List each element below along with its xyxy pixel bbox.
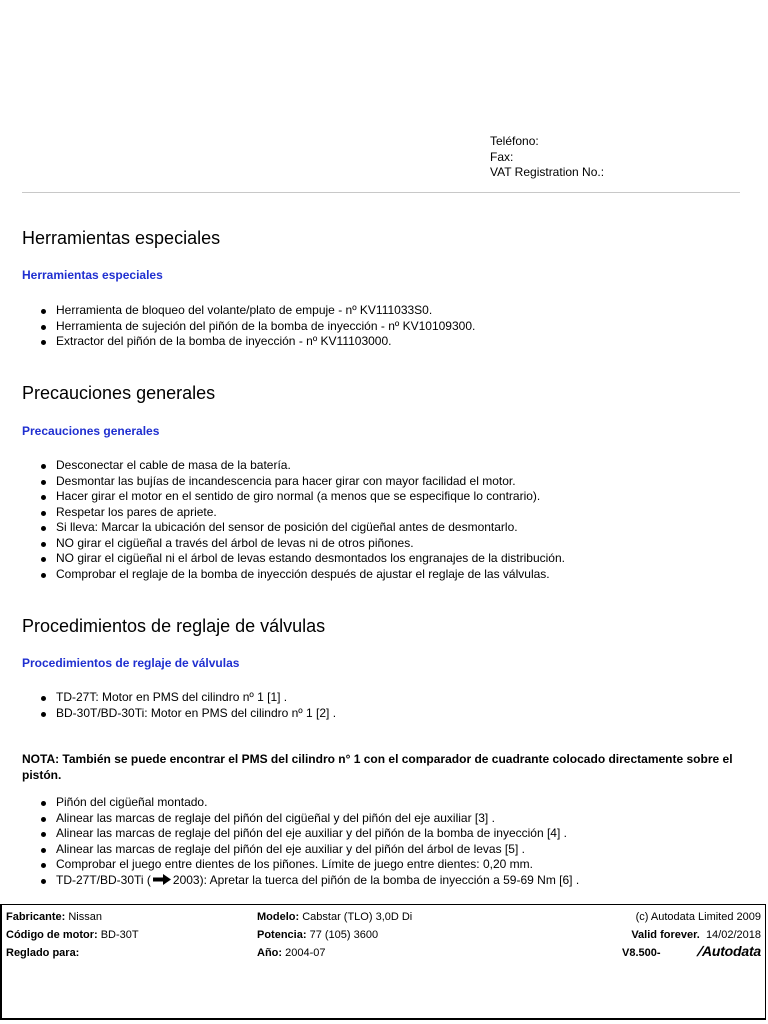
section-subheading: Precauciones generales [22,424,160,438]
list-item: Extractor del piñón de la bomba de inyección - nº KV11103000. [22,334,475,350]
section-heading: Precauciones generales [22,383,216,403]
list-item: Herramienta de sujeción del piñón de la bomba de inyección - nº KV10109300. [22,319,475,335]
codigo-row [6,929,139,942]
modelo-row [257,911,412,924]
codigo-value: BD-30T [97,929,139,941]
procedure-steps-list [22,795,579,888]
potencia-row [257,929,378,942]
note-text: NOTA: También se puede encontrar el PMS del cilindro n° 1 con el comparador de cuadrante colocado directamente sobre el pistón. [22,752,733,782]
vat-label: VAT Registration No.: [490,165,605,179]
contact-block [490,134,604,181]
section-heading: Procedimientos de reglaje de válvulas [22,616,326,636]
modelo-value: Cabstar (TLO) 3,0D Di [299,911,413,923]
ano-value: 2004-07 [282,947,326,959]
list-item: NO girar el cigüeñal a través del árbol de levas ni de otros piñones. [22,536,565,552]
list-item: TD-27T: Motor en PMS del cilindro nº 1 [1] . [22,690,336,706]
item-suffix: 2003): Apretar la tuerca del piñón de la bomba de inyección a 59-69 Nm [6] . [172,872,580,887]
phone-label: Teléfono: [490,134,539,148]
logo-slash-icon: / [696,943,705,959]
autodata-logo [698,945,761,958]
logo-text: Autodata [701,943,761,959]
ano-row [257,947,325,960]
section-subheading: Herramientas especiales [22,268,163,282]
list-item: Desmontar las bujías de incandescencia para hacer girar con mayor facilidad el motor. [22,474,565,490]
list-item: Alinear las marcas de reglaje del piñón del cigüeñal y del piñón del eje auxiliar [3] . [22,811,579,827]
fax-label: Fax: [490,149,514,164]
potencia-label: Potencia: [257,929,307,941]
potencia-value: 77 (105) 3600 [306,929,379,941]
list-item: Desconectar el cable de masa de la batería. [22,458,565,474]
tool-list [22,303,475,350]
list-item [22,873,579,889]
copyright-text: (c) Autodata Limited 2009 [635,911,761,923]
list-item: Piñón del cigüeñal montado. [22,795,579,811]
ano-label: Año: [257,947,283,959]
version-text: V8.500- [622,947,661,959]
valid-date: 14/02/2018 [705,929,761,941]
fabricante-value: Nissan [65,911,102,923]
precautions-list [22,458,565,582]
list-item: BD-30T/BD-30Ti: Motor en PMS del cilindro nº 1 [2] . [22,706,336,722]
section-heading: Herramientas especiales [22,228,221,248]
fabricante-row [6,911,102,924]
list-item: Hacer girar el motor en el sentido de giro normal (a menos que se especifique lo contrario). [22,489,565,505]
list-item: Alinear las marcas de reglaje del piñón del eje auxiliar y del piñón de la bomba de inyección [4] . [22,826,579,842]
item-prefix: TD-27T/BD-30Ti ( [56,872,151,887]
list-item: Respetar los pares de apriete. [22,505,565,521]
arrow-right-icon [153,874,171,885]
header-divider [22,192,740,193]
valid-label: Valid forever. [631,929,700,941]
section-subheading: Procedimientos de reglaje de válvulas [22,656,240,670]
modelo-label: Modelo: [257,911,300,923]
list-item: Comprobar el reglaje de la bomba de inyección después de ajustar el reglaje de las válvulas. [22,567,565,583]
reglado-label: Reglado para: [6,947,80,959]
footer-box [0,904,766,1020]
fabricante-label: Fabricante: [6,911,66,923]
codigo-label: Código de motor: [6,929,98,941]
list-item: Comprobar el juego entre dientes de los piñones. Límite de juego entre dientes: 0,20 mm. [22,857,579,873]
list-item: Alinear las marcas de reglaje del piñón del eje auxiliar y del piñón del árbol de levas [5] . [22,842,579,858]
procedure-list [22,690,336,721]
list-item: Herramienta de bloqueo del volante/plato de empuje - nº KV111033S0. [22,303,475,319]
list-item: NO girar el cigüeñal ni el árbol de levas estando desmontados los engranajes de la distribución. [22,551,565,567]
list-item: Si lleva: Marcar la ubicación del sensor de posición del cigüeñal antes de desmontarlo. [22,520,565,536]
reglado-row [6,947,79,960]
valid-row [631,929,761,942]
